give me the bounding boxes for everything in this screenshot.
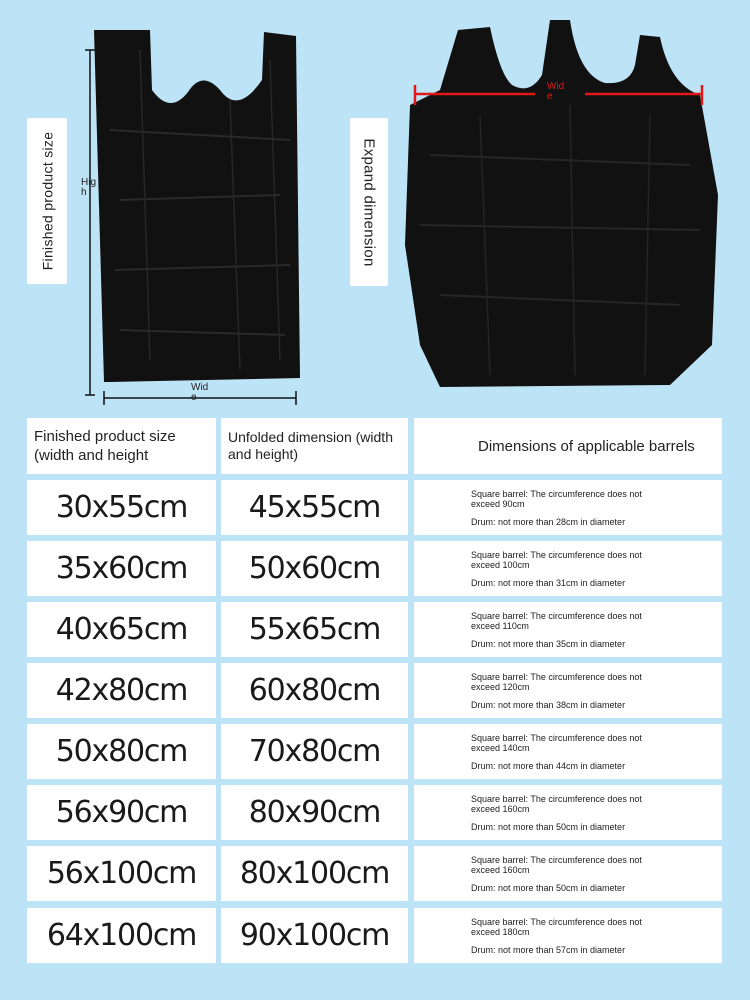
drum-text: Drum: not more than 28cm in diameter <box>471 516 626 527</box>
unfolded-size-cell: 70x80cm <box>221 724 408 779</box>
header-applicable-barrels: Dimensions of applicable barrels <box>414 418 722 474</box>
finished-size-label-box <box>27 118 67 284</box>
barrel-dimension-cell <box>414 724 722 779</box>
drum-text: Drum: not more than 44cm in diameter <box>471 760 626 771</box>
folded-bag-image <box>80 20 320 415</box>
finished-size-cell: 30x55cm <box>27 480 216 535</box>
unfolded-size-cell: 60x80cm <box>221 663 408 718</box>
expanded-bag-image <box>400 15 720 390</box>
drum-text: Drum: not more than 31cm in diameter <box>471 577 626 588</box>
unfolded-size-cell: 80x90cm <box>221 785 408 840</box>
finished-size-cell: 42x80cm <box>27 663 216 718</box>
square-barrel-text: Square barrel: The circumference does not exceed 140cm <box>471 732 642 753</box>
finished-size-cell: 56x100cm <box>27 846 216 901</box>
barrel-dimension-cell <box>414 846 722 901</box>
barrel-dimension-cell <box>414 908 722 963</box>
finished-size-cell: 50x80cm <box>27 724 216 779</box>
unfolded-size-cell: 55x65cm <box>221 602 408 657</box>
barrel-dimension-cell <box>414 480 722 535</box>
drum-text: Drum: not more than 35cm in diameter <box>471 638 626 649</box>
expand-dimension-label-box <box>350 118 388 286</box>
width-label-right: Wid e <box>547 81 565 102</box>
unfolded-size-cell: 90x100cm <box>221 908 408 963</box>
barrel-dimension-cell <box>414 602 722 657</box>
finished-size-label: Finished product size <box>39 131 55 271</box>
unfolded-size-cell: 80x100cm <box>221 846 408 901</box>
square-barrel-text: Square barrel: The circumference does not exceed 100cm <box>471 549 642 570</box>
square-barrel-text: Square barrel: The circumference does not exceed 180cm <box>471 916 642 937</box>
barrel-dimension-cell <box>414 541 722 596</box>
finished-size-cell: 64x100cm <box>27 908 216 963</box>
drum-text: Drum: not more than 50cm in diameter <box>471 821 626 832</box>
square-barrel-text: Square barrel: The circumference does not exceed 110cm <box>471 610 642 631</box>
finished-size-cell: 56x90cm <box>27 785 216 840</box>
unfolded-size-cell: 45x55cm <box>221 480 408 535</box>
header-unfolded-dimension: Unfolded dimension (width and height) <box>221 418 408 474</box>
drum-text: Drum: not more than 38cm in diameter <box>471 699 626 710</box>
header-finished-size: Finished product size (width and height <box>27 418 216 474</box>
height-label: Hig h <box>81 177 97 198</box>
finished-size-cell: 35x60cm <box>27 541 216 596</box>
expand-dimension-label: Expand dimension <box>360 137 378 267</box>
expanded-bag-shape <box>405 20 718 387</box>
square-barrel-text: Square barrel: The circumference does not exceed 160cm <box>471 793 642 814</box>
drum-text: Drum: not more than 50cm in diameter <box>471 882 626 893</box>
barrel-dimension-cell <box>414 663 722 718</box>
width-label-left: Wid e <box>191 382 209 403</box>
drum-text: Drum: not more than 57cm in diameter <box>471 944 626 955</box>
square-barrel-text: Square barrel: The circumference does not exceed 90cm <box>471 488 642 509</box>
barrel-dimension-cell <box>414 785 722 840</box>
square-barrel-text: Square barrel: The circumference does not exceed 160cm <box>471 854 642 875</box>
unfolded-size-cell: 50x60cm <box>221 541 408 596</box>
square-barrel-text: Square barrel: The circumference does not exceed 120cm <box>471 671 642 692</box>
finished-size-cell: 40x65cm <box>27 602 216 657</box>
